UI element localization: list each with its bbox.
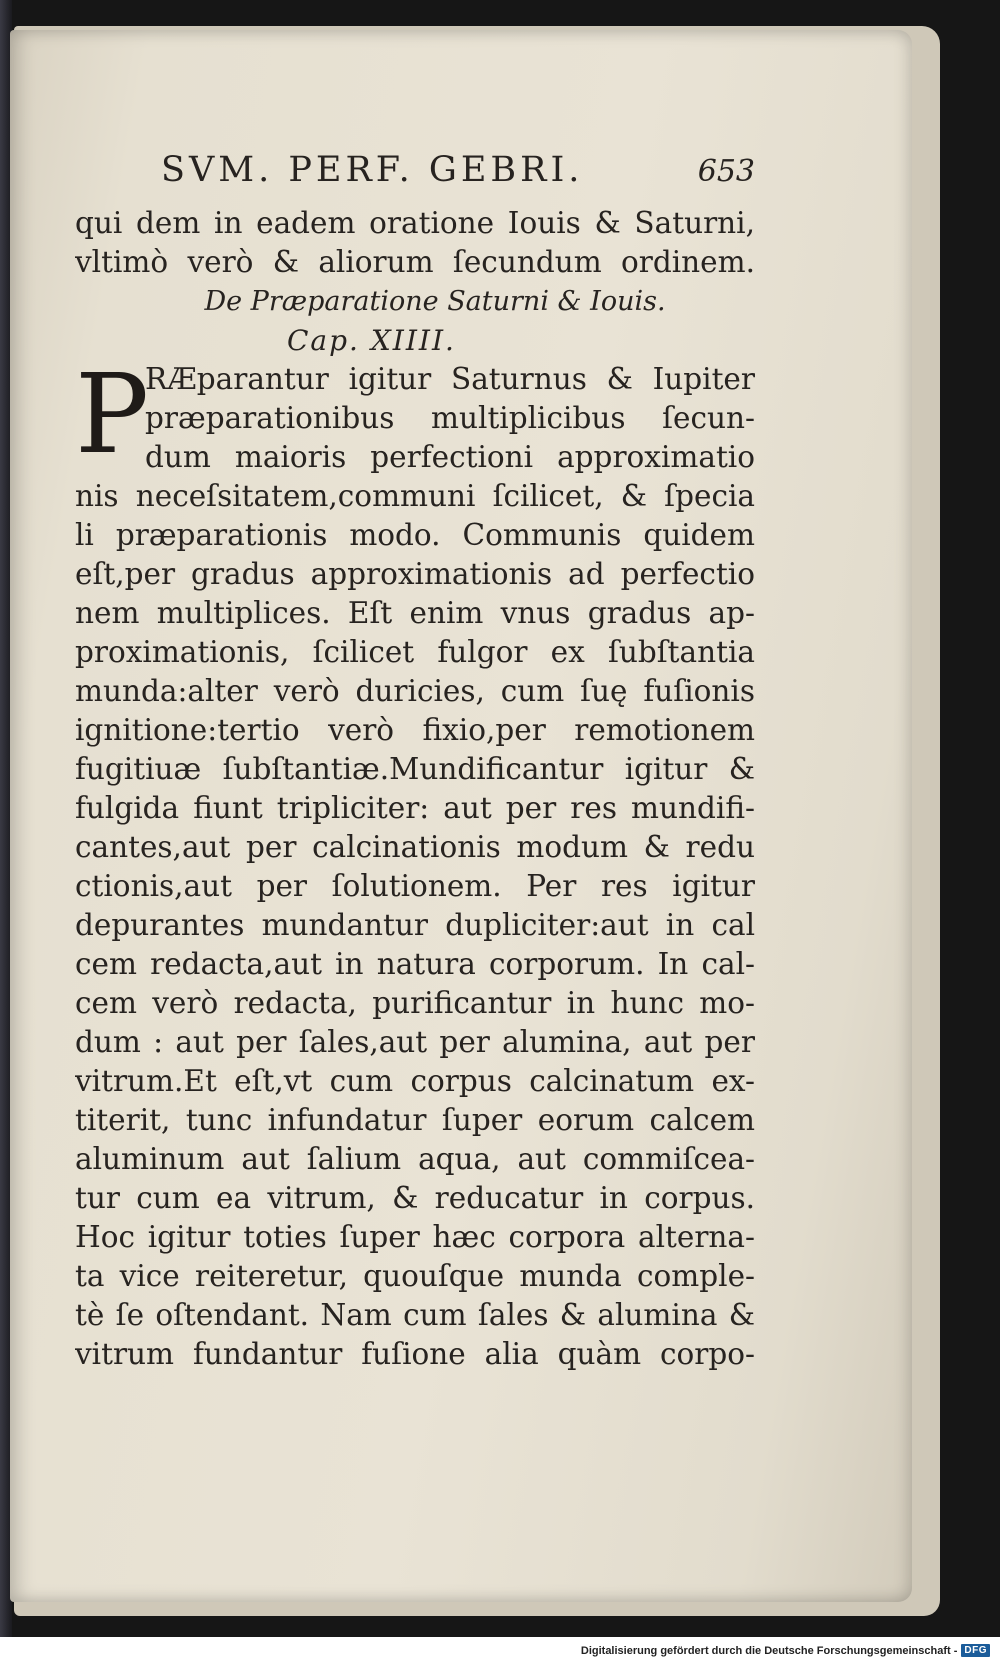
text-line: vitrum fundantur fuſione alia quàm corpo- bbox=[75, 1337, 755, 1371]
text-line: titerit, tunc infundatur ſuper eorum calcem bbox=[75, 1103, 755, 1137]
page-number: 653 bbox=[697, 154, 755, 189]
text-line: depurantes mundantur dupliciter:aut in cal bbox=[75, 908, 755, 942]
book-page bbox=[10, 30, 912, 1602]
paragraph-opening bbox=[75, 350, 755, 478]
text-line: aluminum aut ſalium aqua, aut commiſcea- bbox=[75, 1142, 755, 1176]
text-line: vitrum.Et eſt,vt cum corpus calcinatum ex- bbox=[75, 1064, 755, 1098]
running-head bbox=[75, 148, 755, 204]
text-line: ctionis,aut per ſolutionem. Per res igitur bbox=[75, 869, 755, 903]
text-line: nis neceſsitatem,communi ſcilicet, & ſpecia bbox=[75, 479, 755, 513]
text-line: eſt,per gradus approximationis ad perfectio bbox=[75, 557, 755, 591]
text-line: qui dem in eadem oratione Iouis & Saturni, bbox=[75, 206, 755, 240]
text-line: proximationis, ſcilicet fulgor ex ſubſtantia bbox=[75, 635, 755, 669]
text-line: dum : aut per ſales,aut per alumina, aut per bbox=[75, 1025, 755, 1059]
text-line: tur cum ea vitrum, & reducatur in corpus. bbox=[75, 1181, 755, 1215]
text-line: RÆparantur igitur Saturnus & Iupiter bbox=[145, 362, 755, 396]
text-line: fulgida fiunt tripliciter: aut per res mundifi- bbox=[75, 791, 755, 825]
dfg-logo-icon: DFG bbox=[961, 1644, 990, 1657]
footer-credit bbox=[581, 1644, 990, 1657]
text-block bbox=[75, 148, 755, 1374]
text-line: vltimò verò & aliorum ſecundum ordinem. bbox=[75, 245, 755, 279]
text-line: ignitione:tertio verò fixio,per remotionem bbox=[75, 713, 755, 747]
footer-bar bbox=[0, 1637, 1000, 1661]
text-line: ta vice reiteretur, quouſque munda comple- bbox=[75, 1259, 755, 1293]
text-line: Hoc igitur toties ſuper hæc corpora alterna- bbox=[75, 1220, 755, 1254]
text-line: præparationibus multiplicibus ſecun- bbox=[145, 401, 755, 435]
text-line: nem multiplices. Eſt enim vnus gradus ap- bbox=[75, 596, 755, 630]
text-line: munda:alter verò duricies, cum ſuę fuſionis bbox=[75, 674, 755, 708]
text-line: dum maioris perfectioni approximatio bbox=[145, 440, 755, 474]
text-line: fugitiuæ ſubſtantiæ.Mundificantur igitur & bbox=[75, 752, 755, 786]
text-line: tè ſe oſtendant. Nam cum ſales & alumina & bbox=[75, 1298, 755, 1332]
chapter-label: Cap. XIIII. bbox=[287, 324, 456, 357]
text-line: cem verò redacta, purificantur in hunc mo- bbox=[75, 986, 755, 1020]
drop-cap-initial: P bbox=[75, 350, 150, 478]
credit-text: Digitalisierung gefördert durch die Deutsche Forschungsgemeinschaft - bbox=[580, 1644, 958, 1657]
running-title: SVM. PERF. GEBRI. bbox=[161, 150, 584, 190]
text-line: li præparationis modo. Communis quidem bbox=[75, 518, 755, 552]
text-line: cantes,aut per calcinationis modum & redu bbox=[75, 830, 755, 864]
text-line: cem redacta,aut in natura corporum. In cal- bbox=[75, 947, 755, 981]
section-heading: De Præparatione Saturni & Iouis. bbox=[204, 286, 666, 317]
